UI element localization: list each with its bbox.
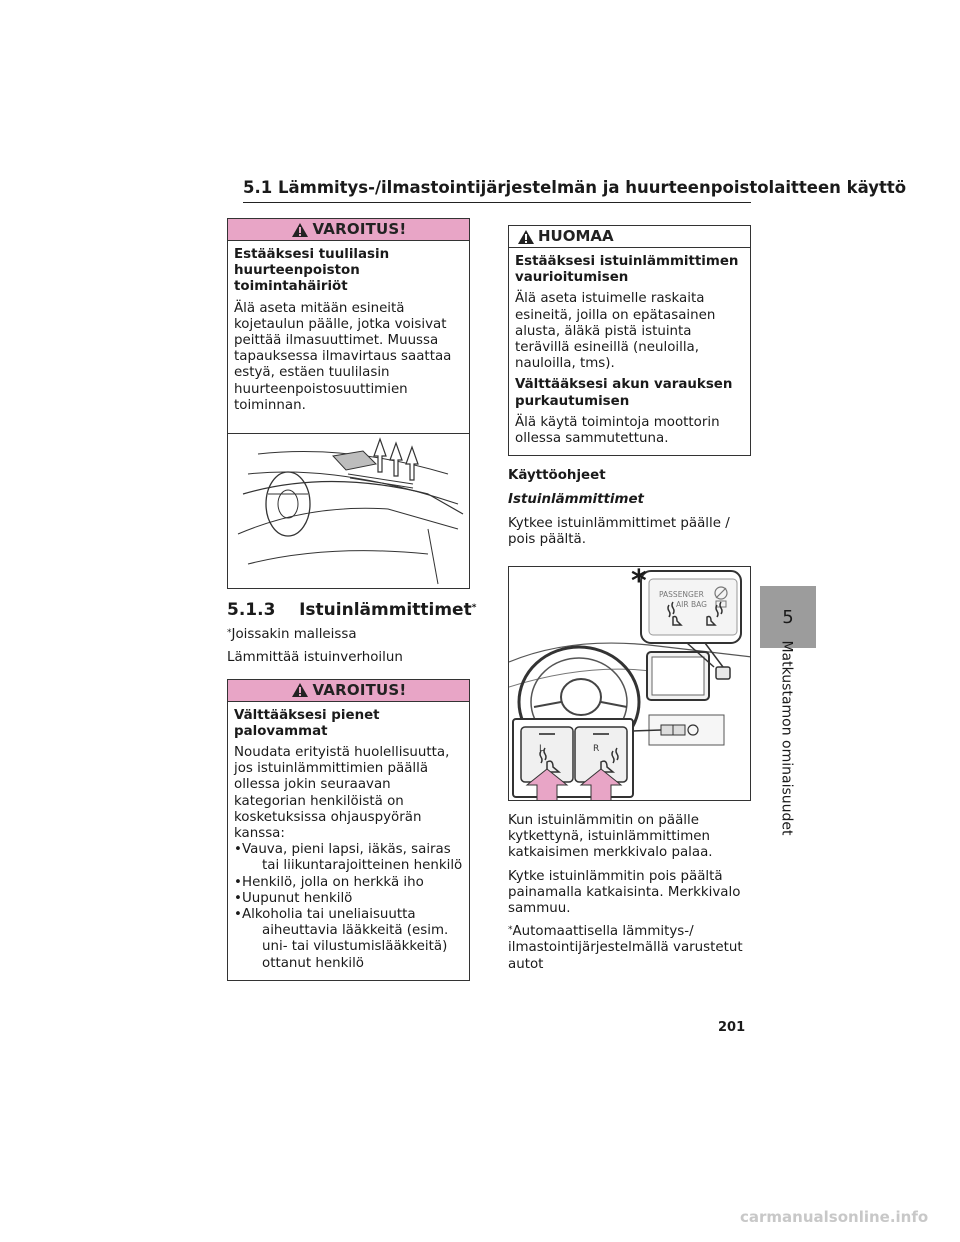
usage-text-2: Kun istuinlämmitin on päälle kytkettynä, istuinlämmittimen katkaisimen merkkivalo palaa. [508,813,713,861]
list-item: • Alkoholia tai uneliaisuutta aiheuttavia lääkkeitä (esim. uni- tai vilustumislääkkeitä) ottanut henkilö [234,907,463,972]
right-column [508,225,751,980]
usage-subheading: Istuinlämmittimet [508,492,644,508]
usage-footnote: *Automaattisella lämmitys-/ ilmastointijärjestelmällä varustetut autot [508,924,743,972]
photo-marker: * [631,566,647,600]
list-item: • Uupunut henkilö [234,891,463,907]
section-footnote: *Joissakin malleissa [227,627,357,643]
airbag-label: AIR BAG [676,600,707,610]
chapter-label: Matkustamon ominaisuudet [779,640,795,836]
notice-heading-2: Välttääksesi akun varauksen purkautumisen [515,377,733,409]
warning-triangle-icon [291,682,309,698]
section-heading [227,600,477,621]
watermark: carmanualsonline.info [740,1208,929,1226]
warning-title: VAROITUS! [312,220,407,239]
right-switch-label: R [593,744,600,755]
left-column [227,218,477,981]
chapter-number: 5 [782,606,794,628]
usage-text-1: Kytkee istuinlämmittimet päälle / pois päältä. [508,515,730,547]
warning-bullet-list [234,842,463,972]
notice-heading-1: Estääksesi istuinlämmittimen vaurioitumisen [515,254,739,286]
warning-title-bar [228,219,469,241]
warning-heading: Estääksesi tuulilasin huurteenpoiston toimintahäiriöt [234,247,390,295]
page-number: 201 [718,1020,746,1035]
notice-box [508,225,751,456]
seat-heater-photo [508,566,751,801]
section-marker: * [471,603,477,614]
notice-title: HUOMAA [538,227,614,246]
notice-triangle-icon [517,229,535,245]
notice-title-bar [509,226,750,248]
warning-title: VAROITUS! [312,681,407,700]
page-header [243,178,907,203]
section-title: Istuinlämmittimet [299,600,472,621]
notice-body-1: Älä aseta istuimelle raskaita esineitä, joilla on epätasainen alusta, äläkä pistä istuinta terävillä esineillä (neuloilla, nauloilla, tms). [515,291,716,372]
usage-text-3: Kytke istuinlämmitin pois päältä painamalla katkaisinta. Merkkivalo sammuu. [508,868,741,917]
warning-box-burns [227,679,470,981]
usage-heading: Käyttöohjeet [508,468,606,484]
section-intro: Lämmittää istuinverhoilun [227,650,403,666]
warning-title-bar [228,680,469,702]
chapter-tab[interactable] [760,586,816,648]
warning-box-defrost [227,218,470,589]
list-item: • Henkilö, jolla on herkkä iho [234,875,463,891]
section-number: 5.1.3 [227,600,276,621]
dashboard-illustration [228,433,469,588]
warning-body: Noudata erityistä huolellisuutta, jos istuinlämmittimien päällä ollessa jokin seuraavan kategorian henkilöistä on kosketuksissa ohjauspyörän kanssa: [234,745,450,842]
warning-heading: Välttääksesi pienet palovammat [234,707,380,739]
warning-body: Älä aseta mitään esineitä kojetaulun päälle, jotka voisivat peittää ilmasuuttimet. Muussa tapauksessa ilmavirtaus saattaa estyä, estäen tuulilasin huurteenpoistosuuttimien toiminnan. [234,300,452,413]
left-switch-label: L [539,744,545,755]
warning-triangle-icon [291,222,309,238]
passenger-label: PASSENGER [659,590,704,600]
header-title: 5.1 Lämmitys-/ilmastointijärjestelmän ja huurteenpoistolaitteen käyttö [243,178,907,197]
list-item: • Vauva, pieni lapsi, iäkäs, sairas tai liikuntarajoitteinen henkilö [234,842,463,874]
notice-body-2: Älä käytä toimintoja moottorin ollessa sammutettuna. [515,414,720,447]
chapter-label-wrap [758,640,816,836]
